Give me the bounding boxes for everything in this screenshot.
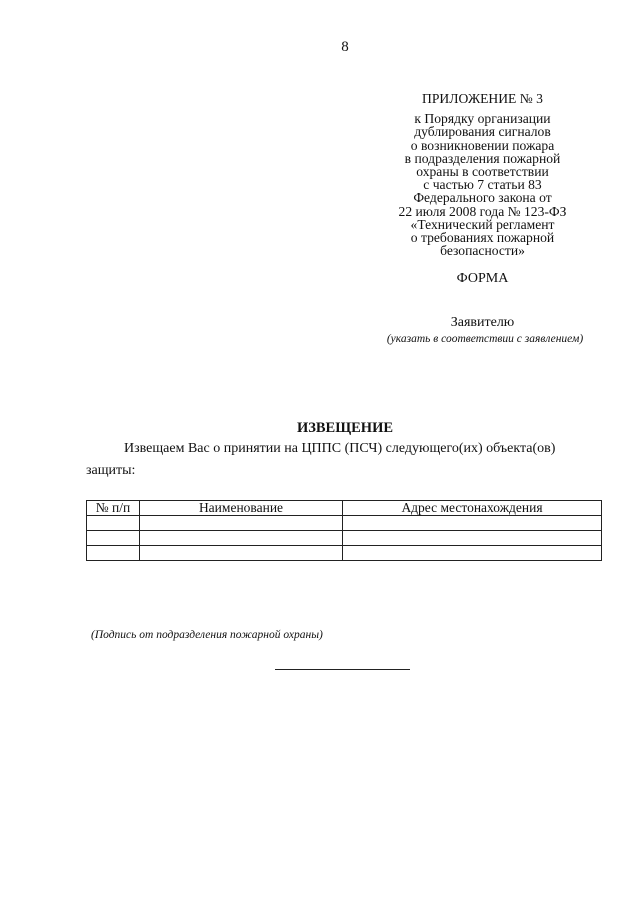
table-row [87,531,602,546]
objects-table [86,500,602,561]
page-number: 8 [341,39,349,55]
table-header-row [87,501,602,516]
notice-text-line-2: защиты: [86,463,136,478]
appendix-line: безопасности» [440,243,525,259]
notice-heading: ИЗВЕЩЕНИЕ [296,420,394,436]
column-header-number: № п/п [87,501,140,516]
table-cell [343,546,602,561]
table-cell [140,546,343,561]
appendix-line: о возникновении пожара [410,137,555,153]
appendix-block [380,92,585,257]
applicant-note: (указать в соответствии с заявлением) [386,333,584,345]
table-cell [140,531,343,546]
signature-note: (Подпись от подразделения пожарной охраны) [91,629,323,641]
appendix-line: «Технический регламент [410,216,555,232]
form-label: ФОРМА [456,271,509,286]
appendix-title: ПРИЛОЖЕНИЕ № 3 [422,91,543,106]
applicant-label: Заявителю [450,315,515,330]
table-cell [87,531,140,546]
appendix-line: в подразделения пожарной [404,150,561,166]
table-cell [343,531,602,546]
appendix-line: с частью 7 статьи 83 [423,177,542,193]
appendix-line: охраны в соответствии [416,164,549,180]
column-header-name: Наименование [140,501,343,516]
appendix-line: о требованиях пожарной [410,230,555,246]
table-row [87,516,602,531]
table-cell [87,546,140,561]
appendix-line: дублирования сигналов [414,124,551,140]
appendix-line: 22 июля 2008 года № 123-ФЗ [398,203,567,219]
table-cell [140,516,343,531]
table-cell [87,516,140,531]
table-cell [343,516,602,531]
notice-text-line-1: Извещаем Вас о принятии на ЦППС (ПСЧ) следующего(их) объекта(ов) [124,441,556,456]
table-row [87,546,602,561]
appendix-line: Федерального закона от [413,190,552,206]
signature-line [275,669,410,670]
column-header-address: Адрес местонахождения [343,501,602,516]
appendix-line: к Порядку организации [414,111,551,127]
